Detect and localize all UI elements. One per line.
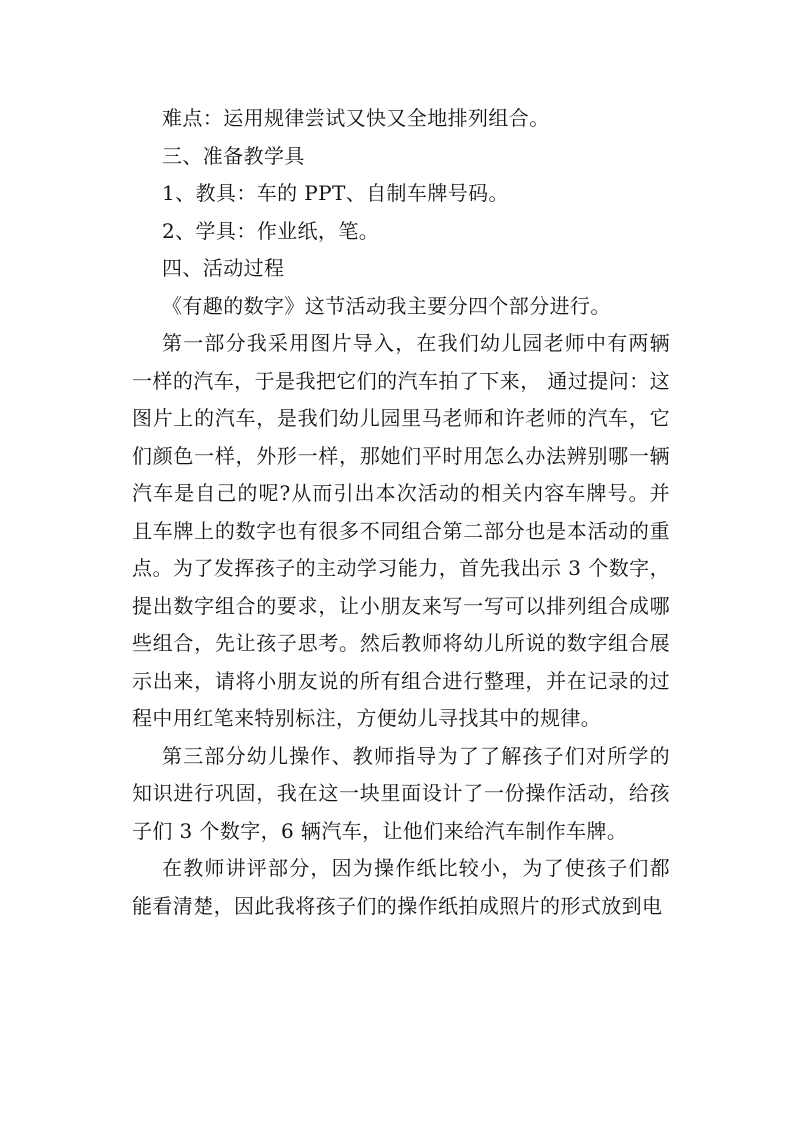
list-item-teaching-aids: 1、教具：车的 PPT、自制车牌号码。 <box>162 181 509 205</box>
heading-section-3: 三、准备教学具 <box>162 143 305 168</box>
paragraph-part-one: 第一部分我采用图片导入，在我们幼儿园老师中有两辆一样的汽车，于是我把它们的汽车拍了下来， 通过提问：这图片上的汽车，是我们幼儿园里马老师和许老师的汽车，它们颜色一样，外形一样，那她们平时用怎么办法辨别哪一辆汽车是自己的呢?从而引出本次活动的相关内容车牌号。并且车牌上的数字也有很多不同组合第二部分也是本活动的重点。为了发挥孩子的主动学习能力，首先我出示 3 个数字，提出数字组合的要求，让小朋友来写一写可以排列组合成哪些组合，先让孩子思考。然后教师将幼儿所说的数字组合展示出来，请将小朋友说的所有组合进行整理，并在记录的过程中用红笔来特别标注，方便幼儿寻找其中的规律。 <box>132 331 670 730</box>
paragraph-difficulty: 难点：运用规律尝试又快又全地排列组合。 <box>162 106 550 130</box>
heading-section-4: 四、活动过程 <box>162 256 285 280</box>
list-item-learning-tools: 2、学具：作业纸，笔。 <box>162 218 380 243</box>
paragraph-evaluation: 在教师讲评部分，因为操作纸比较小，为了使孩子们都能看清楚，因此我将孩子们的操作纸拍成照片的形式放到电 <box>132 856 670 918</box>
paragraph-overview: 《有趣的数字》这节活动我主要分四个部分进行。 <box>162 293 611 318</box>
document-body <box>132 100 670 925</box>
paragraph-part-three: 第三部分幼儿操作、教师指导为了了解孩子们对所学的知识进行巩固，我在这一块里面设计了一份操作活动，给孩子们 3 个数字，6 辆汽车，让他们来给汽车制作车牌。 <box>132 743 670 843</box>
